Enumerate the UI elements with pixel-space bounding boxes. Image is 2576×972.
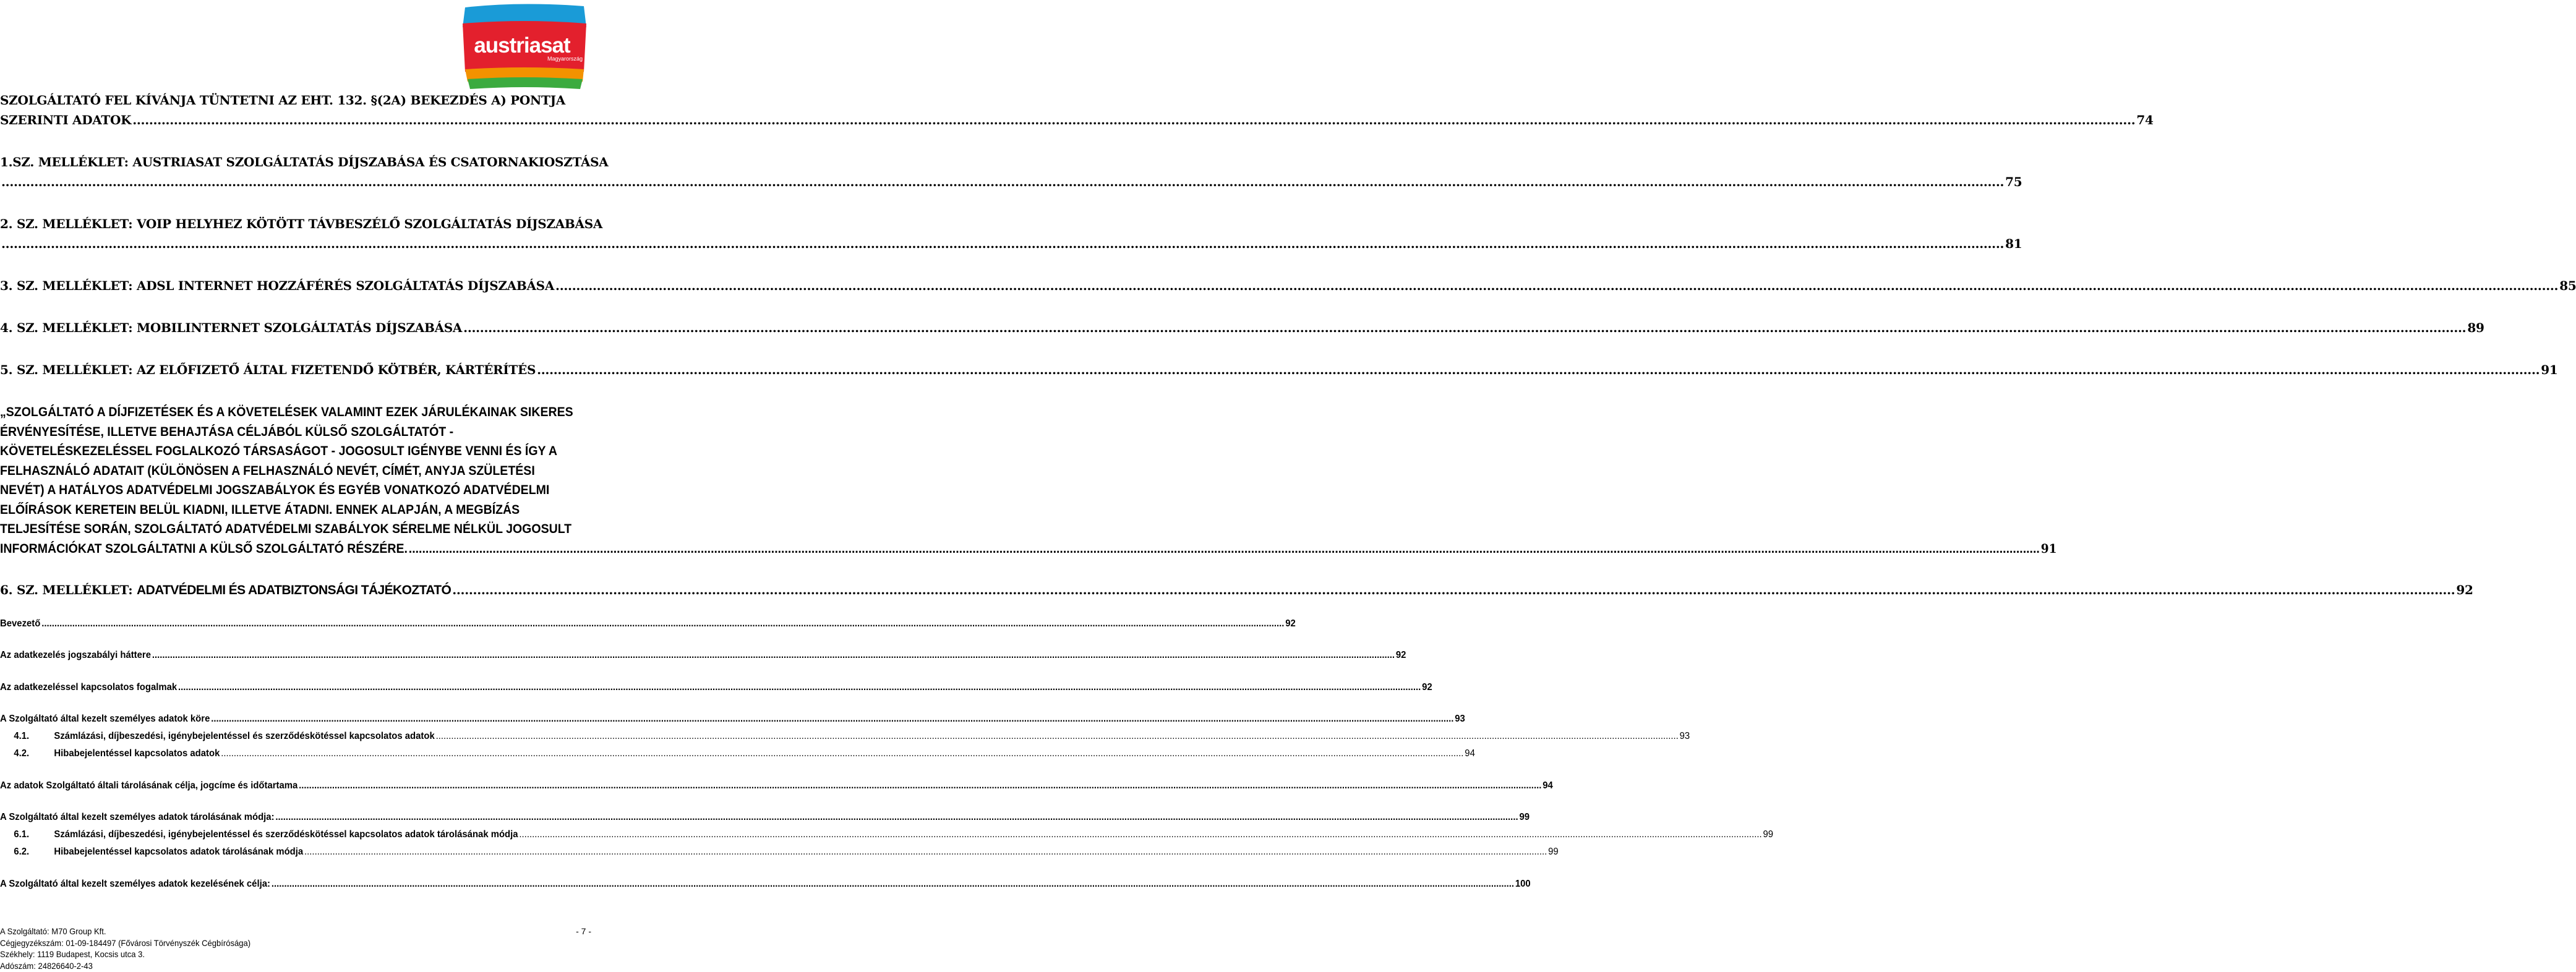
toc-section-text: Az adatok Szolgáltató általi tárolásának célja, jogcíme és időtartama <box>0 780 298 791</box>
toc-subsection-text: Hibabejelentéssel kapcsolatos adatok <box>54 748 220 759</box>
logo-subtitle: Magyarország <box>547 56 583 62</box>
toc-entry-text: INFORMÁCIÓKAT SZOLGÁLTATNI A KÜLSŐ SZOLGÁLTATÓ RÉSZÉRE. <box>0 541 408 556</box>
toc-entry[interactable] <box>0 580 2473 600</box>
toc-page-number: 94 <box>1543 780 1553 791</box>
footer-tax-number: Adószám: 24826640-2-43 <box>0 960 93 971</box>
toc-leader <box>275 811 1518 824</box>
toc-page-number: 100 <box>1515 879 1531 889</box>
toc-entry-text: NEVÉT) A HATÁLYOS ADATVÉDELMI JOGSZABÁLYOK ÉS EGYÉB VONATKOZÓ ADATVÉDELMI <box>0 483 550 497</box>
toc-subsection-number: 4.1. <box>14 731 30 741</box>
toc-leader <box>537 360 2540 380</box>
toc-entry-title: ADATVÉDELMI ÉS ADATBIZTONSÁGI TÁJÉKOZTATÓ <box>137 583 451 597</box>
page-footer <box>0 926 594 971</box>
toc-entry-text: SZERINTI ADATOK <box>0 113 132 127</box>
toc-leader <box>178 681 1421 694</box>
toc-subsection-number: 6.1. <box>14 829 30 840</box>
toc-leader <box>519 828 1761 842</box>
toc-section-text: Az adatkezeléssel kapcsolatos fogalmak <box>0 682 178 693</box>
toc-entry-text: „SZOLGÁLTATÓ A DÍJFIZETÉSEK ÉS A KÖVETELÉSEK VALAMINT EZEK JÁRULÉKAINAK SIKERES <box>0 405 573 419</box>
toc-leader <box>211 712 1453 726</box>
toc-entry-text <box>0 580 451 600</box>
toc-section[interactable] <box>0 877 1531 891</box>
toc-leader <box>272 877 1514 891</box>
toc-leader <box>409 539 2040 559</box>
toc-subsection[interactable] <box>0 845 1559 859</box>
toc-entry-text: SZOLGÁLTATÓ FEL KÍVÁNJA TÜNTETNI AZ EHT. 132. §(2A) BEKEZDÉS A) PONTJA <box>0 93 565 108</box>
toc-leader <box>452 580 2455 600</box>
toc-page-number: 92 <box>1285 618 1296 629</box>
toc-leader <box>1 172 2004 192</box>
toc-entry-text: KÖVETELÉSKEZELÉSSEL FOGLALKOZÓ TÁRSASÁGOT - JOGOSULT IGÉNYBE VENNI ÉS ÍGY A <box>0 444 558 458</box>
toc-leader <box>555 276 2558 296</box>
toc-section[interactable] <box>0 617 1296 631</box>
toc-entry-text: 4. SZ. MELLÉKLET: MOBILINTERNET SZOLGÁLTATÁS DÍJSZABÁSA <box>0 320 463 335</box>
toc-page-number: 92 <box>2456 582 2473 597</box>
toc-entry-text: 3. SZ. MELLÉKLET: ADSL INTERNET HOZZÁFÉRÉS SZOLGÁLTATÁS DÍJSZABÁSA <box>0 278 555 293</box>
toc-entry[interactable] <box>0 360 2558 380</box>
footer-company: A Szolgáltató: M70 Group Kft. <box>0 926 106 936</box>
toc-page-number: 92 <box>1395 650 1406 660</box>
logo-wordmark: austriasat <box>474 33 570 58</box>
toc-entry-text: FELHASZNÁLÓ ADATAIT (KÜLÖNÖSEN A FELHASZNÁLÓ NEVÉT, CÍMÉT, ANYJA SZÜLETÉSI <box>0 463 535 478</box>
toc-entry[interactable] <box>0 152 2022 192</box>
toc-leader <box>1 234 2004 254</box>
page-number: - 7 - <box>576 926 591 936</box>
toc-subsection-text: Hibabejelentéssel kapcsolatos adatok tárolásának módja <box>54 846 304 857</box>
toc-subsection[interactable] <box>0 730 1690 743</box>
toc-entry-text: 2. SZ. MELLÉKLET: VOIP HELYHEZ KÖTÖTT TÁVBESZÉLŐ SZOLGÁLTATÁS DÍJSZABÁSA <box>0 216 603 231</box>
toc-page-number: 91 <box>2040 540 2057 556</box>
toc-page-number: 99 <box>1548 846 1559 857</box>
toc-page-number: 85 <box>2559 278 2576 293</box>
toc-page-number: 92 <box>1422 682 1432 693</box>
toc-page-number: 91 <box>2541 362 2558 377</box>
toc-subsection-number: 4.2. <box>14 748 30 759</box>
toc-entry[interactable] <box>0 403 2057 558</box>
toc-leader <box>463 318 2466 338</box>
toc-entry-text: ELŐÍRÁSOK KERETEIN BELÜL KIADNI, ILLETVE ÁTADNI. ENNEK ALAPJÁN, A MEGBÍZÁS <box>0 502 520 517</box>
toc-subsection-number: 6.2. <box>14 846 30 857</box>
toc-leader <box>152 649 1395 662</box>
toc-section-text: A Szolgáltató által kezelt személyes adatok kezelésének célja: <box>0 879 270 889</box>
toc-leader <box>436 730 1679 743</box>
toc-page-number: 99 <box>1519 812 1530 822</box>
toc-leader <box>41 617 1284 631</box>
toc-section-text: A Szolgáltató által kezelt személyes adatok köre <box>0 714 210 724</box>
toc-page-number: 75 <box>2005 174 2022 189</box>
toc-page-number: 94 <box>1465 748 1475 759</box>
toc-section-text: A Szolgáltató által kezelt személyes adatok tárolásának módja: <box>0 812 275 822</box>
footer-registration: Cégjegyzékszám: 01-09-184497 (Fővárosi Törvényszék Cégbírósága) <box>0 937 251 948</box>
toc-entry-text: 5. SZ. MELLÉKLET: AZ ELŐFIZETŐ ÁLTAL FIZETENDŐ KÖTBÉR, KÁRTÉRÍTÉS <box>0 362 536 377</box>
toc-entry[interactable] <box>0 90 2154 130</box>
toc-subsection[interactable] <box>0 828 1774 842</box>
toc-section-text: Az adatkezelés jogszabályi háttere <box>0 650 151 660</box>
toc-subsection-text: Számlázási, díjbeszedési, igénybejelentéssel és szerződéskötéssel kapcsolatos adatok <box>54 731 435 741</box>
toc-page-number: 81 <box>2005 236 2022 251</box>
toc-page-number: 74 <box>2136 113 2154 127</box>
toc-page-number: 93 <box>1679 731 1690 741</box>
toc-entry-text: ÉRVÉNYESÍTÉSE, ILLETVE BEHAJTÁSA CÉLJÁBÓL KÜLSŐ SZOLGÁLTATÓT - <box>0 424 454 439</box>
toc-section-text: Bevezető <box>0 618 41 629</box>
toc-entry-text: TELJESÍTÉSE SORÁN, SZOLGÁLTATÓ ADATVÉDELMI SZABÁLYOK SÉRELME NÉLKÜL JOGOSULT <box>0 522 572 536</box>
footer-address: Székhely: 1119 Budapest, Kocsis utca 3. <box>0 949 145 959</box>
toc-section[interactable] <box>0 811 1530 824</box>
toc-leader <box>132 110 2135 130</box>
toc-page-number: 93 <box>1455 714 1465 724</box>
toc-leader <box>221 747 1463 761</box>
toc-section[interactable] <box>0 649 1406 662</box>
toc-entry[interactable] <box>0 214 2022 254</box>
toc-entry-text: 1.SZ. MELLÉKLET: AUSTRIASAT SZOLGÁLTATÁS DÍJSZABÁSA ÉS CSATORNAKIOSZTÁSA <box>0 155 609 169</box>
toc-page-number: 89 <box>2467 320 2484 335</box>
toc-leader <box>304 845 1547 859</box>
toc-section[interactable] <box>0 712 1465 726</box>
toc-leader <box>299 779 1541 793</box>
toc-entry-prefix: 6. SZ. MELLÉKLET: <box>0 582 137 597</box>
toc-entry[interactable] <box>0 276 2576 296</box>
toc-subsection-text: Számlázási, díjbeszedési, igénybejelentéssel és szerződéskötéssel kapcsolatos adatok tárolásának módja <box>54 829 518 840</box>
toc-section[interactable] <box>0 681 1432 694</box>
toc-section[interactable] <box>0 779 1553 793</box>
toc-subsection[interactable] <box>0 747 1475 761</box>
toc-entry[interactable] <box>0 318 2484 338</box>
austriasat-logo <box>456 2 588 90</box>
toc-page-number: 99 <box>1763 829 1774 840</box>
